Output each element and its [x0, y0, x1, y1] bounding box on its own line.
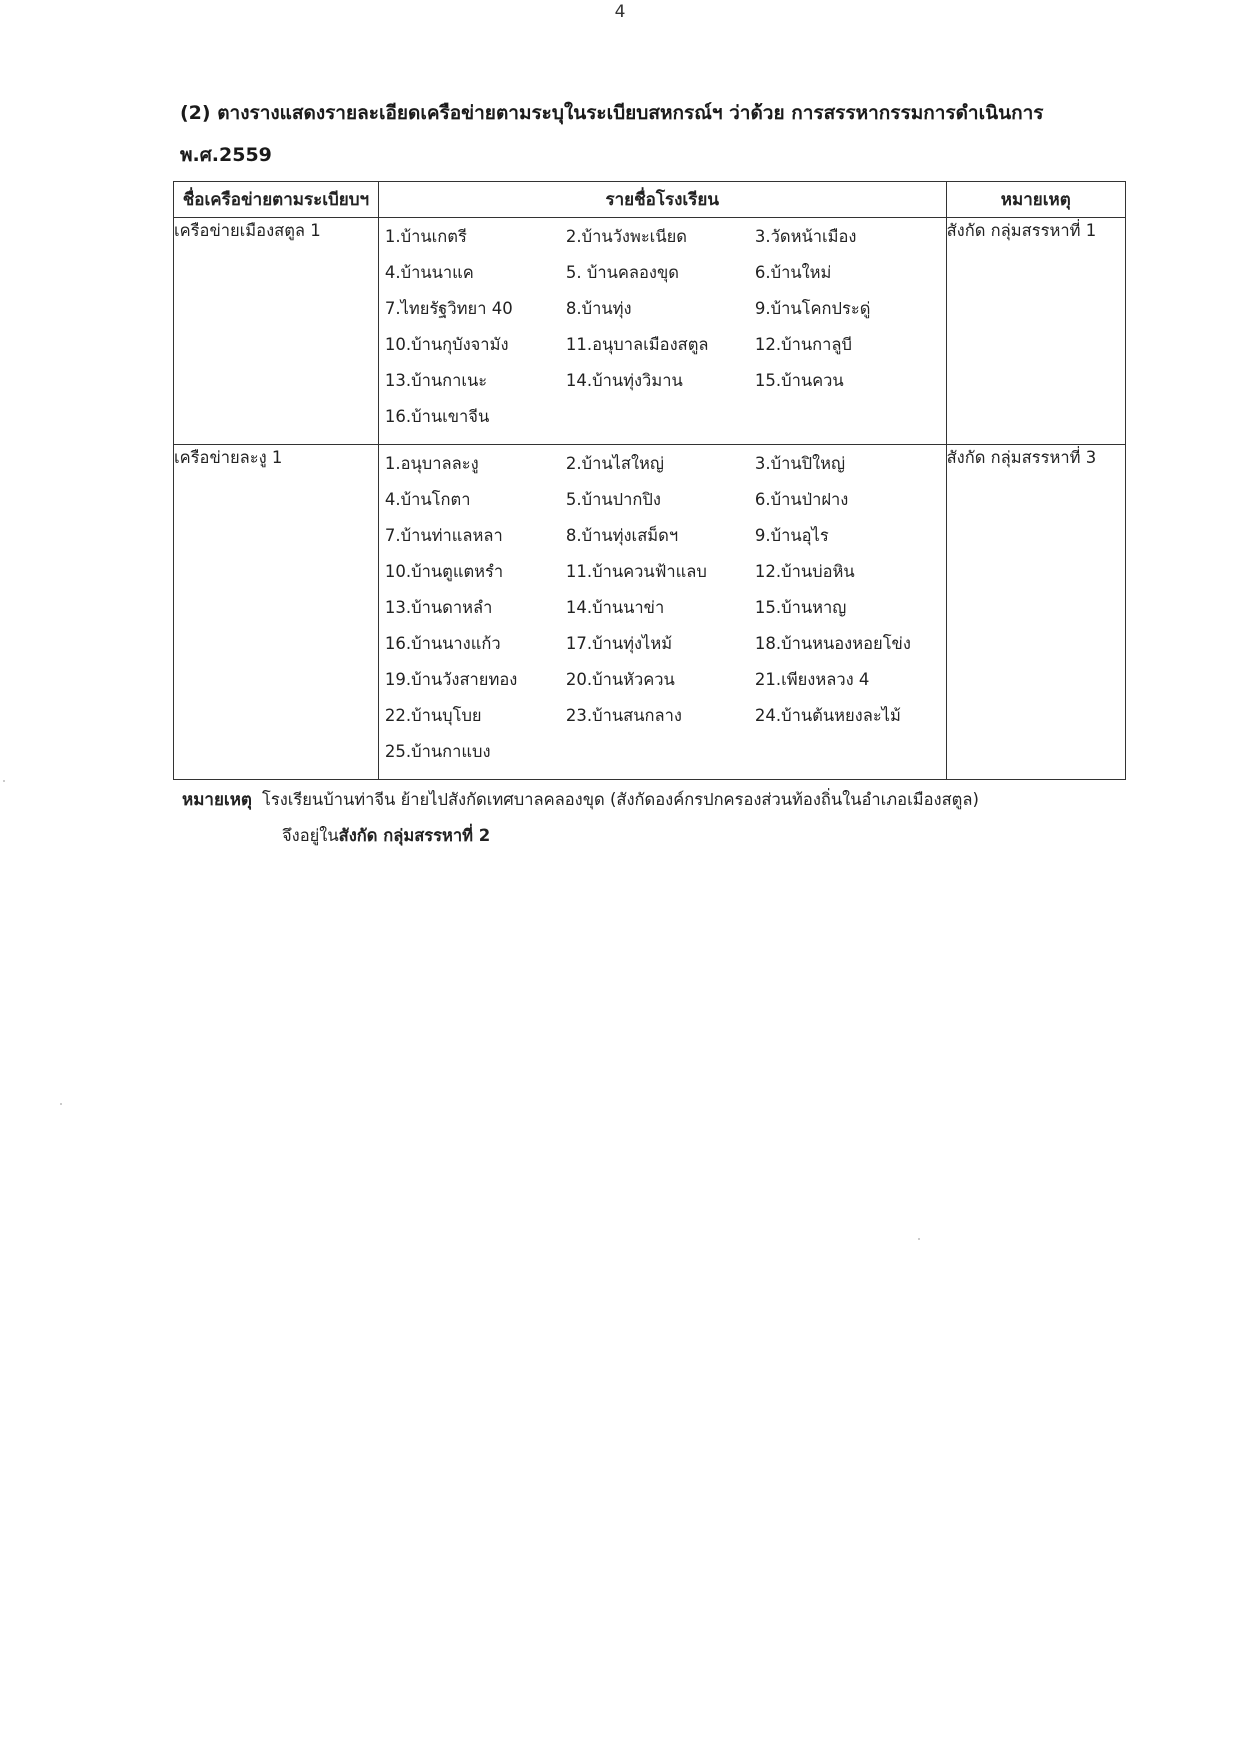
school-item: 14.บ้านนาข่า: [565, 598, 665, 617]
header-note: หมายเหตุ: [946, 182, 1125, 218]
school-item: 18.บ้านหนองหอยโข่ง: [754, 634, 911, 653]
remark-label: หมายเหตุ: [182, 790, 252, 810]
header-network-name: ชื่อเครือข่ายตามระเบียบฯ: [174, 182, 379, 218]
school-item: 17.บ้านทุ่งไหม้: [565, 634, 673, 653]
school-item: 16.บ้านนางแก้ว: [384, 634, 501, 653]
scan-speck: [3, 780, 5, 782]
table-header-row: [174, 182, 1126, 218]
school-item: 8.บ้านทุ่งเสม็ดฯ: [565, 526, 679, 545]
section-heading: [180, 92, 1100, 176]
network-name-cell: เครือข่ายเมืองสตูล 1: [174, 218, 379, 445]
school-item: 6.บ้านป่าฝาง: [754, 490, 849, 509]
school-item: 23.บ้านสนกลาง: [565, 706, 682, 725]
remark-block: [182, 782, 1142, 854]
school-item: 13.บ้านดาหลำ: [384, 598, 493, 617]
section-heading-line-2: พ.ศ.2559: [180, 144, 272, 166]
school-grid: [379, 218, 946, 444]
school-item: 5.บ้านปากปิง: [565, 490, 661, 509]
school-item: 12.บ้านกาลูบี: [754, 335, 852, 354]
school-item: 9.บ้านโคกประดู่: [754, 299, 871, 318]
school-item: 25.บ้านกาแบง: [384, 742, 491, 761]
network-name-cell: เครือข่ายละงู 1: [174, 445, 379, 780]
school-item: 1.อนุบาลละงู: [384, 454, 479, 473]
school-item: 6.บ้านใหม่: [754, 263, 832, 282]
school-item: 13.บ้านกาเนะ: [384, 371, 488, 390]
school-grid: [379, 445, 946, 779]
remark-line-2-group: สังกัด กลุ่มสรรหาที่ 2: [338, 826, 491, 845]
school-item: 22.บ้านบุโบย: [384, 706, 482, 725]
school-item: 15.บ้านหาญ: [754, 598, 847, 617]
header-school-list: รายชื่อโรงเรียน: [378, 182, 946, 218]
school-item: 11.บ้านควนฟ้าแลบ: [565, 562, 707, 581]
network-table: [173, 181, 1126, 780]
section-heading-line-1: (2) ตางรางแสดงรายละเอียดเครือข่ายตามระบุในระเบียบสหกรณ์ฯ ว่าด้วย การสรรหากรรมการดำเนินการ: [180, 102, 1044, 124]
school-item: 24.บ้านต้นหยงละไม้: [754, 706, 901, 725]
school-item: 2.บ้านวังพะเนียด: [565, 227, 687, 246]
school-item: 5. บ้านคลองขุด: [565, 263, 679, 282]
note-cell: สังกัด กลุ่มสรรหาที่ 3: [946, 445, 1125, 780]
school-item: 14.บ้านทุ่งวิมาน: [565, 371, 683, 390]
school-item: 15.บ้านควน: [754, 371, 844, 390]
school-item: 16.บ้านเขาจีน: [384, 407, 490, 426]
school-item: 8.บ้านทุ่ง: [565, 299, 632, 318]
school-item: 7.บ้านท่าแลหลา: [384, 526, 503, 545]
school-list-cell: [378, 445, 946, 780]
school-item: 4.บ้านนาแค: [384, 263, 474, 282]
school-item: 10.บ้านตูแตหรำ: [384, 562, 504, 581]
school-list-cell: [378, 218, 946, 445]
school-item: 19.บ้านวังสายทอง: [384, 670, 518, 689]
scan-speck: [918, 1238, 920, 1240]
school-item: 4.บ้านโกตา: [384, 490, 471, 509]
remark-line-2-prefix: จึงอยู่ใน: [282, 826, 339, 845]
school-item: 11.อนุบาลเมืองสตูล: [565, 335, 709, 354]
page-number: 4: [614, 2, 626, 22]
remark-line-1: โรงเรียนบ้านท่าจีน ย้ายไปสังกัดเทศบาลคลองขุด (สังกัดองค์กรปกครองส่วนท้องถิ่นในอำเภอเมืองสตูล): [261, 790, 979, 809]
school-item: 10.บ้านกุบังจามัง: [384, 335, 509, 354]
school-item: 3.บ้านปิใหญ่: [754, 454, 846, 473]
school-item: 12.บ้านบ่อหิน: [754, 562, 855, 581]
school-item: 7.ไทยรัฐวิทยา 40: [384, 299, 513, 318]
school-item: 20.บ้านหัวควน: [565, 670, 675, 689]
school-item: 21.เพียงหลวง 4: [754, 670, 870, 689]
table-row: [174, 445, 1126, 780]
school-item: 2.บ้านไสใหญ่: [565, 454, 664, 473]
note-cell: สังกัด กลุ่มสรรหาที่ 1: [946, 218, 1125, 445]
table-row: [174, 218, 1126, 445]
school-item: 1.บ้านเกตรี: [384, 227, 467, 246]
scan-speck: [60, 1103, 62, 1105]
school-item: 3.วัดหน้าเมือง: [754, 227, 857, 246]
school-item: 9.บ้านอุไร: [754, 526, 829, 545]
